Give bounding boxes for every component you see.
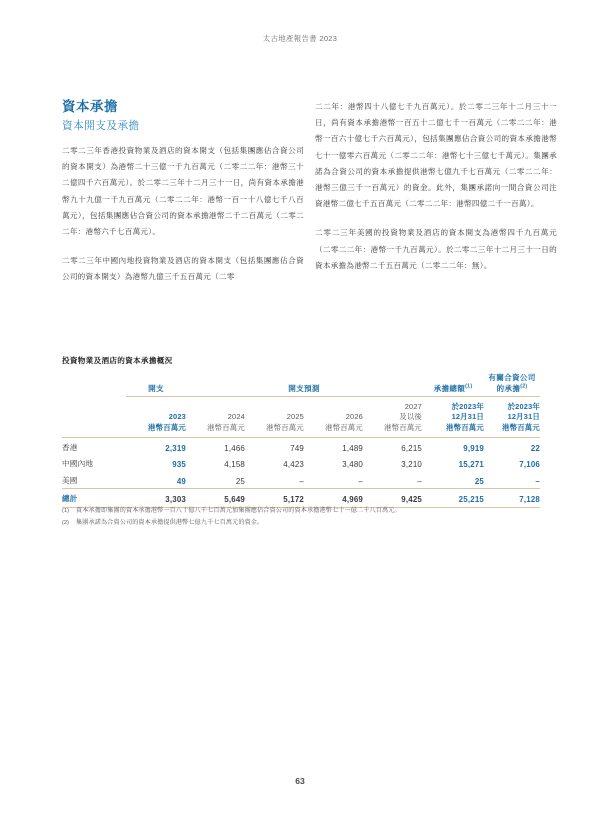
footnote-marker: (1): [62, 507, 70, 514]
footnote-ref-1: (1): [465, 383, 473, 390]
group-header-jv-commitment-label2: 的承擔: [496, 384, 521, 393]
table-row: [62, 438, 540, 456]
paragraph: 二二年：港幣四十八億七千九百萬元）。於二零二三年十二月三十一日，尚有資本承擔港幣一百五十二億七千一百萬元（二零二二年：港幣一百六十億七千六百萬元），包括集團應佔合資公司的資本承擔港幣七十一億零六百萬元（二零二二年：港幣七十三億七千萬元）。集團承諾為合資公司的資本承擔提供港幣七億九千七百萬元（二零二二年：港幣三億三千一百萬元）的資金。此外，集團承諾向一間合資公司注資港幣二億七千五百萬元（二零二二年：港幣四億二千一百萬）。: [315, 102, 557, 209]
column-header-2026-year: 2026: [345, 412, 363, 422]
column-header-total-unit: 港幣百萬元: [446, 422, 484, 432]
capital-commitments-table: [62, 372, 540, 508]
cell-hk-2023: 2,319: [165, 444, 186, 454]
group-header-forecast: 開支預測: [186, 372, 422, 397]
group-header-jv-commitment-line1: 有關合資公司: [488, 373, 536, 382]
column-header-2027-suffix: 及以後: [399, 412, 422, 422]
column-header-2023-unit: 港幣百萬元: [148, 422, 186, 432]
cell-total-2027: 9,425: [363, 489, 422, 508]
cell-cn-jv: 7,106: [519, 460, 540, 470]
group-header-expenditure: 開支: [126, 372, 186, 397]
cell-us-total: 25: [474, 476, 484, 486]
page-number: 63: [295, 776, 305, 786]
cell-cn-2025: 4,423: [283, 460, 304, 470]
paragraph: 二零二三年美國的投資物業及酒店的資本開支為港幣四千九百萬元（二零二二年：港幣一千九百萬元）。於二零二三年十二月三十一日的資本承擔為港幣二千五百萬元（二零二二年：無）。: [315, 228, 557, 270]
column-header-2023-year: 2023: [168, 412, 186, 422]
column-header-total-line1: 於2023年: [451, 402, 484, 411]
cell-cn-2027: 3,210: [401, 460, 422, 470]
column-header-jv-unit: 港幣百萬元: [502, 422, 540, 432]
row-label-mainland-china: 中國內地: [62, 459, 94, 469]
group-header-jv-commitment: [484, 372, 540, 397]
column-header-2024-year: 2024: [227, 412, 245, 422]
cell-total-2024: 5,649: [186, 489, 245, 508]
cell-cn-2024: 4,158: [224, 460, 245, 470]
cell-hk-total: 9,919: [463, 444, 484, 454]
column-header-region: [62, 397, 126, 438]
footnote-ref-2: (2): [520, 383, 528, 390]
column-header-jv-line1: 於2023年: [507, 402, 540, 411]
column-header-2023: [126, 397, 186, 438]
column-header-2027-year: 2027: [404, 402, 422, 411]
table-column-header-row: [62, 397, 540, 438]
cell-cn-2026: 3,480: [342, 460, 363, 470]
column-header-jv-commitment: [484, 397, 540, 438]
cell-us-2025: –: [299, 476, 304, 486]
cell-us-jv: –: [535, 476, 540, 486]
cell-hk-2026: 1,489: [342, 444, 363, 454]
body-column-left: [62, 143, 304, 299]
group-header-jv-commitment-line2: [484, 383, 540, 394]
group-header-total-commitment: [422, 372, 484, 397]
footnotes: [62, 505, 540, 529]
column-header-2027-and-after: [363, 397, 422, 438]
footnote-text: 資本承擔即集團的資本承擔港幣一百八十億八千七百萬元加集團應佔合資公司的資本承擔港幣七十一億二千八百萬元。: [76, 507, 401, 514]
table-row: [62, 456, 540, 472]
cell-total-2026: 4,969: [304, 489, 363, 508]
table-group-header-row: [62, 372, 540, 397]
paragraph: 二零二三年中國內地投資物業及酒店的資本開支（包括集團應佔合資公司的資本開支）為港幣九億三千五百萬元（二零: [62, 256, 304, 282]
page-title: 資本承擔: [62, 99, 118, 114]
column-header-2025-year: 2025: [286, 412, 304, 422]
column-header-2024: [186, 397, 245, 438]
body-column-right: [315, 99, 557, 287]
cell-total-jv: 7,128: [484, 489, 540, 508]
column-header-2025-unit: 港幣百萬元: [266, 422, 304, 432]
footnote-item: [62, 517, 540, 529]
table-caption: 投資物業及酒店的資本承擔概況: [62, 356, 173, 365]
running-header: 太古地產報告書 2023: [262, 34, 338, 43]
cell-hk-jv: 22: [530, 444, 540, 454]
column-header-2026-unit: 港幣百萬元: [325, 422, 363, 432]
column-header-2027-unit: 港幣百萬元: [384, 422, 422, 432]
cell-hk-2024: 1,466: [224, 444, 245, 454]
cell-total-2025: 5,172: [245, 489, 304, 508]
column-header-total-commitment: [422, 397, 484, 438]
cell-cn-2023: 935: [172, 460, 186, 470]
row-label-total: 總計: [62, 489, 126, 508]
column-header-2024-unit: 港幣百萬元: [207, 422, 245, 432]
paragraph: 二零二三年香港投資物業及酒店的資本開支（包括集團應佔合資公司的資本開支）為港幣二十三億一千九百萬元（二零二二年：港幣三十二億四千六百萬元）。於二零二三年十二月三十一日，尚有資本承擔港幣九十九億一千九百萬元（二零二二年：港幣一百一十八億七千八百萬元），包括集團應佔合資公司的資本承擔港幣二千二百萬元（二零二二年：港幣六千七百萬元）。: [62, 146, 304, 237]
column-header-total-line2: 12月31日: [451, 412, 484, 422]
cell-hk-2025: 749: [290, 444, 304, 454]
row-label-hong-kong: 香港: [62, 443, 78, 453]
column-header-2025: [245, 397, 304, 438]
table-row: [62, 472, 540, 489]
column-header-2026: [304, 397, 363, 438]
cell-us-2026: –: [358, 476, 363, 486]
footnote-text: 集團承諾為合資公司的資本承擔提供港幣七億九千七百萬元的資金。: [76, 519, 264, 527]
row-label-usa: 美國: [62, 475, 78, 485]
section-subtitle: 資本開支及承擔: [62, 120, 140, 132]
cell-us-2023: 49: [176, 476, 186, 486]
cell-cn-total: 15,271: [458, 460, 484, 470]
group-header-spacer: [62, 372, 126, 397]
column-header-jv-line2: 12月31日: [507, 412, 540, 422]
cell-hk-2027: 6,215: [401, 444, 422, 454]
cell-us-2024: 25: [235, 476, 245, 486]
cell-total-2023: 3,303: [126, 489, 186, 508]
footnote-item: [62, 505, 540, 517]
cell-total-commitment: 25,215: [422, 489, 484, 508]
footnote-marker: (2): [62, 519, 70, 526]
group-header-total-commitment-label: 承擔總額: [433, 384, 466, 393]
cell-us-2027: –: [417, 476, 422, 486]
